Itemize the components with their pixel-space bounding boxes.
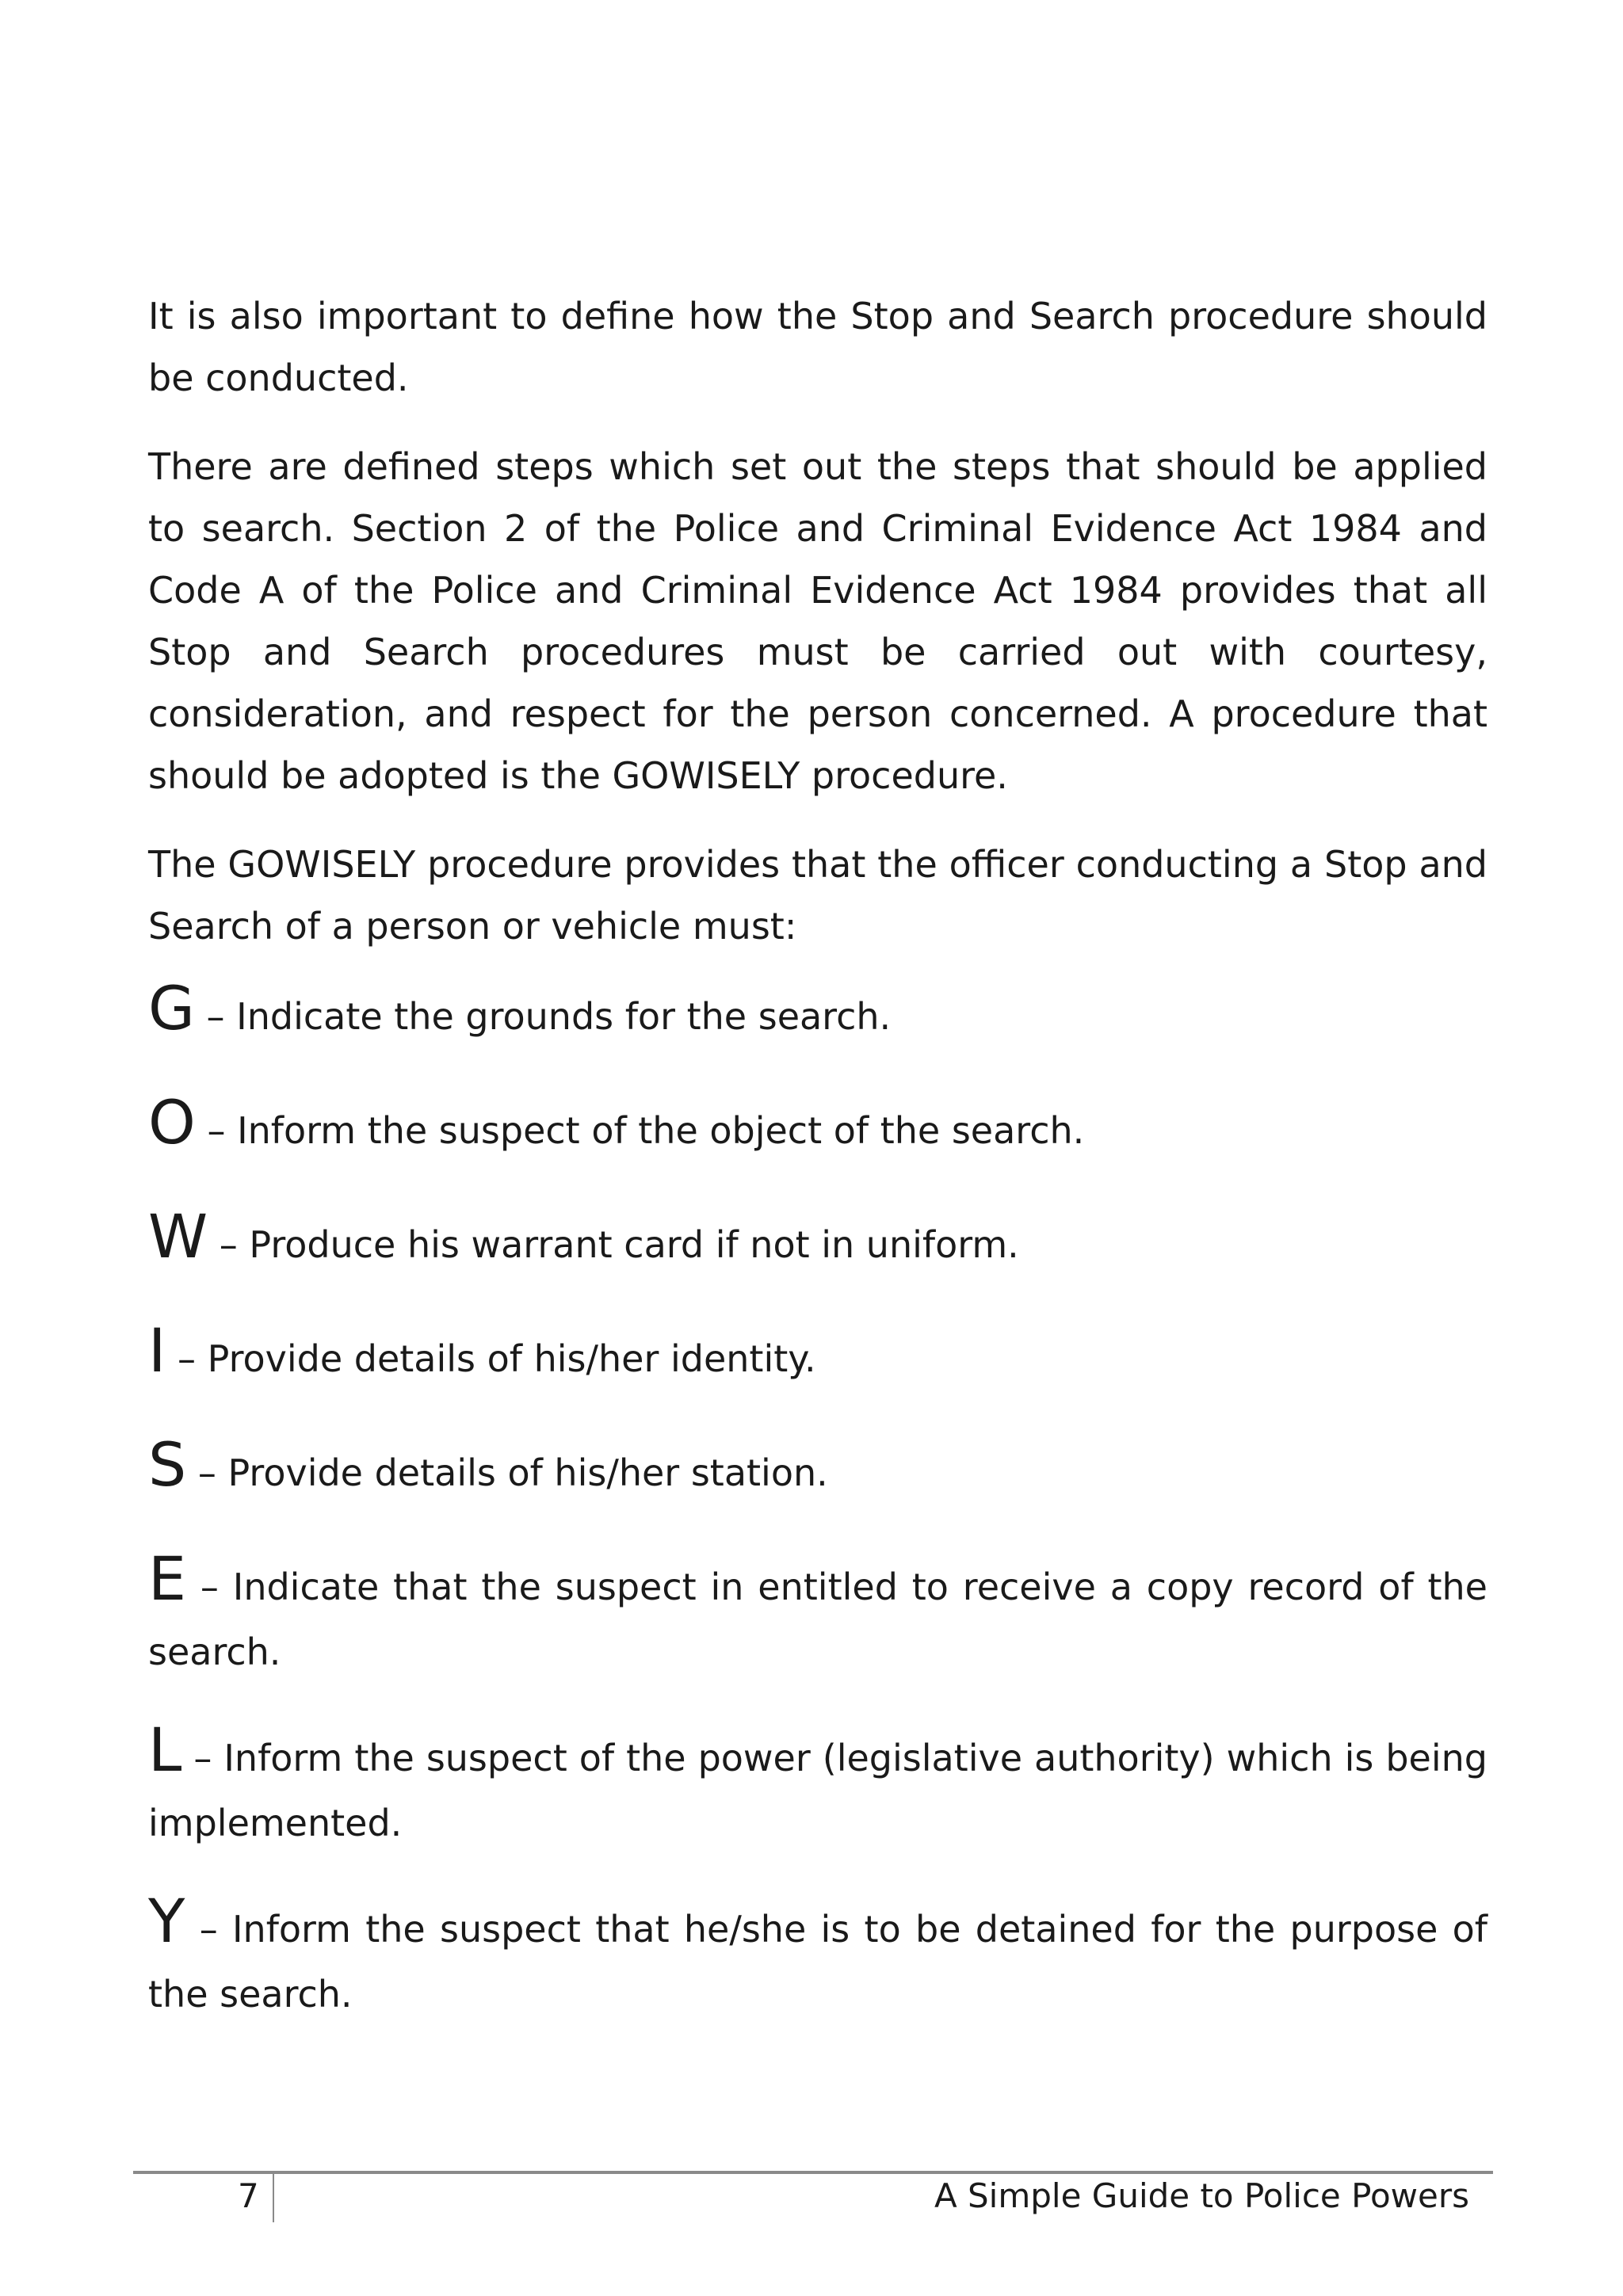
acronym-text: – Provide details of his/her identity. <box>166 1337 816 1380</box>
page-body <box>148 285 1487 2068</box>
acronym-letter: S <box>148 1429 187 1500</box>
gowisely-list <box>148 973 1487 2027</box>
gowisely-item-s <box>148 1429 1487 1505</box>
acronym-text: – Indicate that the suspect in entitled to receive a copy record of the search. <box>148 1566 1487 1673</box>
acronym-letter: W <box>148 1201 208 1272</box>
acronym-letter: E <box>148 1543 187 1614</box>
gowisely-intro-paragraph: The GOWISELY procedure provides that the officer conducting a Stop and Search of a person or vehicle must: <box>148 843 1487 948</box>
gowisely-item-i <box>148 1315 1487 1391</box>
gowisely-item-e <box>148 1543 1487 1684</box>
acronym-letter: Y <box>148 1886 185 1956</box>
acronym-letter: I <box>148 1315 166 1386</box>
gowisely-item-l <box>148 1714 1487 1855</box>
acronym-text: – Provide details of his/her station. <box>186 1451 828 1494</box>
steps-paragraph: There are defined steps which set out the steps that should be applied to search. Section 2 of the Police and Criminal Evidence Act 1984 and Code A of the Police and Criminal Evidence Act 1984 provides that all Stop and Search procedures must be carried out with courtesy, consideration, and respect for the person concerned. A procedure that should be adopted is the GOWISELY procedure. <box>148 445 1487 797</box>
acronym-text: – Inform the suspect that he/she is to be detained for the purpose of the search. <box>148 1908 1487 2016</box>
acronym-letter: L <box>148 1714 182 1785</box>
gowisely-item-o <box>148 1087 1487 1163</box>
acronym-letter: G <box>148 973 195 1043</box>
gowisely-item-y <box>148 1886 1487 2027</box>
acronym-text: – Indicate the grounds for the search. <box>194 995 892 1038</box>
page-number: 7 <box>238 2176 259 2215</box>
acronym-text: – Inform the suspect of the power (legislative authority) which is being implemented. <box>148 1737 1487 1844</box>
acronym-text: – Produce his warrant card if not in uniform. <box>208 1223 1019 1266</box>
gowisely-item-g <box>148 973 1487 1049</box>
acronym-text: – Inform the suspect of the object of the search. <box>195 1109 1085 1152</box>
running-title: A Simple Guide to Police Powers <box>934 2176 1469 2215</box>
acronym-letter: O <box>148 1087 196 1158</box>
gowisely-item-w <box>148 1201 1487 1277</box>
footer-divider <box>273 2173 274 2222</box>
intro-paragraph: It is also important to define how the Stop and Search procedure should be conducted. <box>148 295 1487 399</box>
